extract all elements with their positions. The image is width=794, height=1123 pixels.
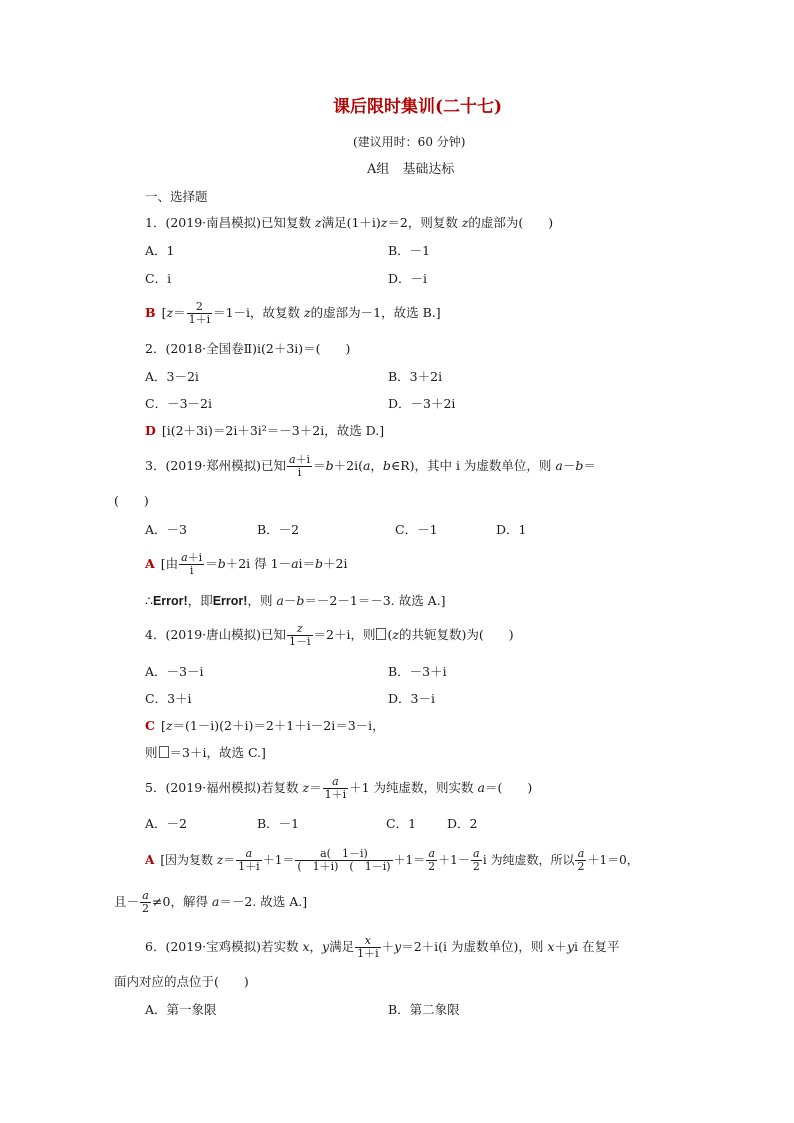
q2-option-a: A．3－2i — [145, 369, 199, 384]
q1-option-b: B．－1 — [388, 243, 431, 258]
q1-option-d: D．－i — [388, 271, 428, 286]
q5-option-a: A．－2 — [145, 816, 187, 831]
q2-option-d: D．－3＋2i — [388, 396, 456, 411]
q4-option-d: D．3－i — [388, 691, 435, 706]
group-label: A组 基础达标 — [367, 162, 455, 177]
q6-option-b: B．第二象限 — [388, 1002, 460, 1017]
q2-option-b: B．3＋2i — [388, 369, 443, 384]
q5-solution: A [因为复数 z＝ $\frac{a}{1+i}$ ＋1＝ $\frac{a( 1-i)}{( 1+i) ( 1-i)}$ ＋1＝ $\frac{a}{2}$ ＋1－ $\frac{a}{2}$ i 为纯虚数，所以 $\frac{a}{2}$ ＋1＝0， — [145, 847, 639, 873]
section-heading: 一、选择题 — [145, 189, 208, 204]
q5-option-b: B．－1 — [257, 816, 300, 831]
q1-option-a: A．1 — [145, 243, 175, 258]
q5-stem: 5．(2019·福州模拟)若复数 z＝ $\frac{a}{1+i}$ ＋1 为纯虚数，则实数 a＝( ) — [145, 775, 533, 801]
q5-solution-line2: 且－ $\frac{a}{2}$ ≠0，解得 a＝－2. 故选 A.] — [114, 889, 308, 915]
q5-option-c: C．1 — [386, 816, 417, 831]
q3-stem: 3．(2019·郑州模拟)已知 $\frac{a+i}{i}$ ＝b＋2i(a，b∈R)，其中 i 为虚数单位，则 a－b＝ — [145, 453, 596, 479]
q4-solution-line2: 则 ＝3＋i，故选 C.] — [145, 745, 266, 760]
q4-option-c: C．3＋i — [145, 691, 192, 706]
z-conjugate-glyph — [159, 746, 169, 758]
q1-solution: B [z＝ $\frac{2}{1+i}$ ＝1－i，故复数 z的虚部为－1，故选 B.] — [145, 300, 441, 326]
q6-option-a: A．第一象限 — [145, 1002, 217, 1017]
q3-stem-cont: ( ) — [114, 493, 149, 508]
q6-stem-cont: 面内对应的点位于( ) — [114, 974, 249, 989]
q2-option-c: C．－3－2i — [145, 396, 212, 411]
q1-stem: 1．(2019·南昌模拟)已知复数 z满足(1＋i)z＝2，则复数 z的虚部为( ) — [145, 215, 554, 230]
q4-solution: C [z＝(1－i)(2＋i)＝2＋1＋i－2i＝3－i， — [145, 718, 385, 733]
q4-option-b: B．－3＋i — [388, 664, 447, 679]
time-hint: (建议用时：60 分钟) — [353, 135, 466, 149]
q3-option-d: D．1 — [496, 522, 527, 537]
q3-option-c: C．－1 — [395, 522, 438, 537]
q3-option-b: B．－2 — [257, 522, 300, 537]
q2-solution: D [i(2＋3i)＝2i＋3i²＝－3＋2i，故选 D.] — [145, 423, 385, 438]
q4-option-a: A．－3－i — [145, 664, 204, 679]
q5-option-d: D．2 — [447, 816, 478, 831]
page-title: 课后限时集训(二十七) — [333, 97, 503, 117]
q3-solution-line2: ∴Error!，即Error!，则 a－b＝－2－1＝－3. 故选 A.] — [145, 593, 446, 608]
q1-option-c: C．i — [145, 271, 172, 286]
q4-stem: 4．(2019·唐山模拟)已知 $\frac{z}{1-i}$ ＝2＋i，则 (z的共轭复数)为( ) — [145, 622, 514, 648]
q2-stem: 2．(2018·全国卷Ⅱ)i(2＋3i)＝( ) — [145, 341, 351, 356]
z-conjugate-glyph — [376, 628, 386, 640]
q3-solution: A [由 $\frac{a+i}{i}$ ＝b＋2i 得 1－ai＝b＋2i — [145, 551, 348, 577]
q3-option-a: A．－3 — [145, 522, 187, 537]
q6-stem: 6．(2019·宝鸡模拟)若实数 x，y满足 $\frac{x}{1+i}$ ＋y＝2＋i(i 为虚数单位)，则 x＋yi 在复平 — [145, 934, 620, 960]
